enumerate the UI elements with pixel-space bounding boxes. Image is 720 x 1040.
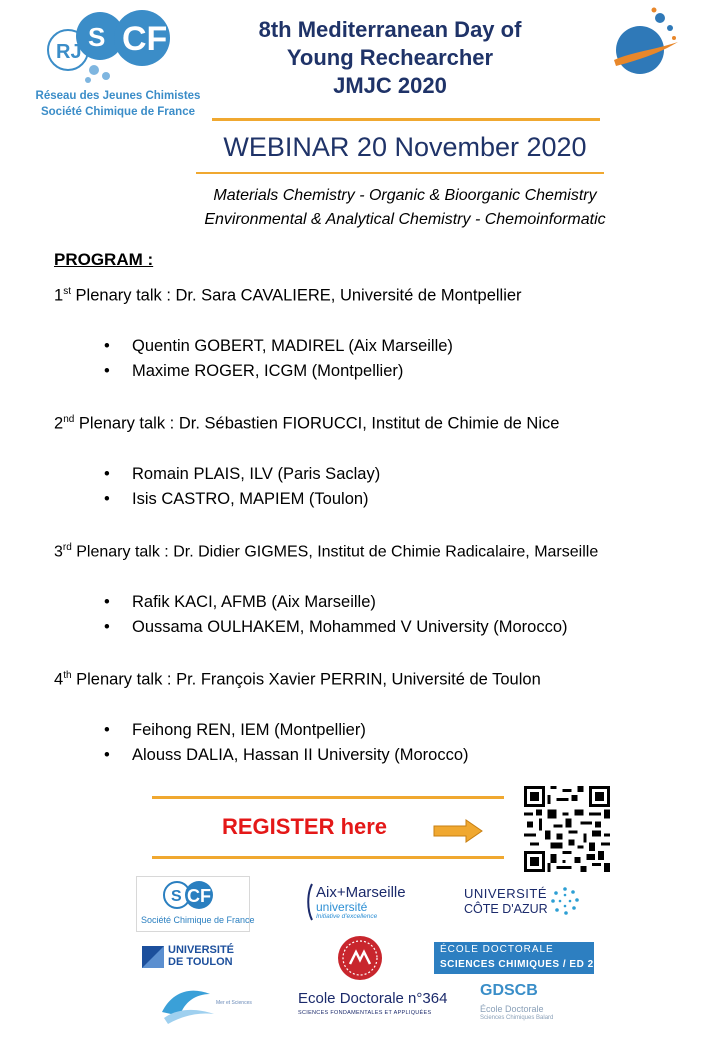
speaker-item: • Oussama OULHAKEM, Mohammed V University (Morocco): [104, 618, 568, 636]
partner-gdscb-line1: GDSCB: [480, 982, 538, 999]
logo-caption-network: Réseau des Jeunes Chimistes: [35, 90, 201, 102]
register-divider-bottom: [152, 856, 504, 859]
program-heading: PROGRAM :: [54, 250, 154, 269]
partner-gdscb-line3: Sciences Chimiques Balard: [480, 1015, 554, 1021]
toulon-mark-icon: [142, 946, 164, 968]
svg-text:CF: CF: [187, 886, 211, 906]
webinar-divider: [196, 172, 604, 174]
speaker-item: • Isis CASTRO, MAPIEM (Toulon): [104, 490, 369, 508]
event-title: [200, 16, 580, 100]
title-line-1: 8th Mediterranean Day of: [258, 17, 522, 42]
register-divider-top: [152, 796, 504, 799]
partner-amu-line1: Aix+Marseille: [316, 884, 406, 901]
svg-text:RJ: RJ: [56, 41, 82, 63]
arrow-right-icon: [432, 818, 484, 844]
partner-scf-name: Société Chimique de France: [141, 915, 255, 925]
speaker-item: • Romain PLAIS, ILV (Paris Saclay): [104, 465, 381, 483]
qr-code[interactable]: [524, 786, 610, 872]
partner-mer-text: Mer et Sciences: [216, 1000, 252, 1006]
rjscf-logo-mark: [44, 8, 194, 90]
partner-toulon-line2: DE TOULON: [168, 956, 233, 968]
wave-icon: [160, 982, 216, 1026]
speaker-item: • Alouss DALIA, Hassan II University (Morocco): [104, 746, 469, 764]
plenary-talk-3: 3rd Plenary talk : Dr. Didier GIGMES, Institut de Chimie Radicalaire, Marseille: [54, 542, 599, 561]
partner-cote-line2: CÔTE D'AZUR: [464, 902, 548, 916]
rjscf-logo: [35, 8, 201, 120]
svg-text:S: S: [88, 22, 106, 52]
header-divider: [212, 118, 600, 121]
title-line-3: JMJC 2020: [333, 73, 447, 98]
dotted-circle-icon: [550, 886, 580, 916]
partner-cote-line1: UNIVERSITÉ: [464, 886, 548, 901]
partner-ed250-line2: SCIENCES CHIMIQUES / ED 250: [440, 959, 606, 970]
partner-cote-dazur-logo: [464, 884, 584, 924]
plenary-talk-4: 4th Plenary talk : Pr. François Xavier PERRIN, Université de Toulon: [54, 670, 541, 689]
partner-university-seal: [336, 934, 384, 982]
mediterranean-orb-logo: [608, 6, 688, 86]
svg-text:S: S: [171, 888, 182, 905]
partner-ed364-logo: [298, 990, 448, 1020]
partner-mer-et-sciences-logo: [160, 982, 252, 1026]
plenary-talk-1: 1st Plenary talk : Dr. Sara CAVALIERE, Université de Montpellier: [54, 286, 522, 305]
partner-ed250-logo: [434, 942, 606, 974]
partner-scf-logo: [136, 876, 255, 932]
speaker-item: • Maxime ROGER, ICGM (Montpellier): [104, 362, 404, 380]
logo-caption-society: Société Chimique de France: [40, 106, 195, 118]
speaker-item: • Quentin GOBERT, MADIREL (Aix Marseille): [104, 337, 453, 355]
partner-ed250-line1: ÉCOLE DOCTORALE: [440, 944, 554, 955]
partner-toulon-line1: UNIVERSITÉ: [168, 944, 235, 956]
partner-gdscb-line2: École Doctorale: [480, 1004, 544, 1014]
partner-toulon-logo: [142, 944, 252, 970]
svg-text:CF: CF: [122, 20, 168, 58]
register-link[interactable]: REGISTER here: [222, 814, 388, 839]
partner-ed364-line1: Ecole Doctorale n°364: [298, 990, 448, 1007]
partner-aix-marseille-logo: [306, 880, 426, 924]
partner-amu-line3: Initiative d'excellence: [316, 913, 378, 920]
topics: [140, 184, 670, 232]
partner-amu-line2: université: [316, 900, 368, 914]
partner-gdscb-logo: [480, 982, 560, 1028]
plenary-talk-2: 2nd Plenary talk : Dr. Sébastien FIORUCCI, Institut de Chimie de Nice: [54, 414, 560, 433]
speaker-item: • Feihong REN, IEM (Montpellier): [104, 721, 366, 739]
topics-line-2: Environmental & Analytical Chemistry - Chemoinformatic: [204, 211, 606, 228]
webinar-date: WEBINAR 20 November 2020: [223, 132, 587, 162]
partner-ed364-line2: SCIENCES FONDAMENTALES ET APPLIQUÉES: [298, 1010, 432, 1016]
speaker-item: • Rafik KACI, AFMB (Aix Marseille): [104, 593, 376, 611]
title-line-2: Young Rechearcher: [286, 45, 494, 70]
topics-line-1: Materials Chemistry - Organic & Bioorganic Chemistry: [213, 187, 597, 204]
